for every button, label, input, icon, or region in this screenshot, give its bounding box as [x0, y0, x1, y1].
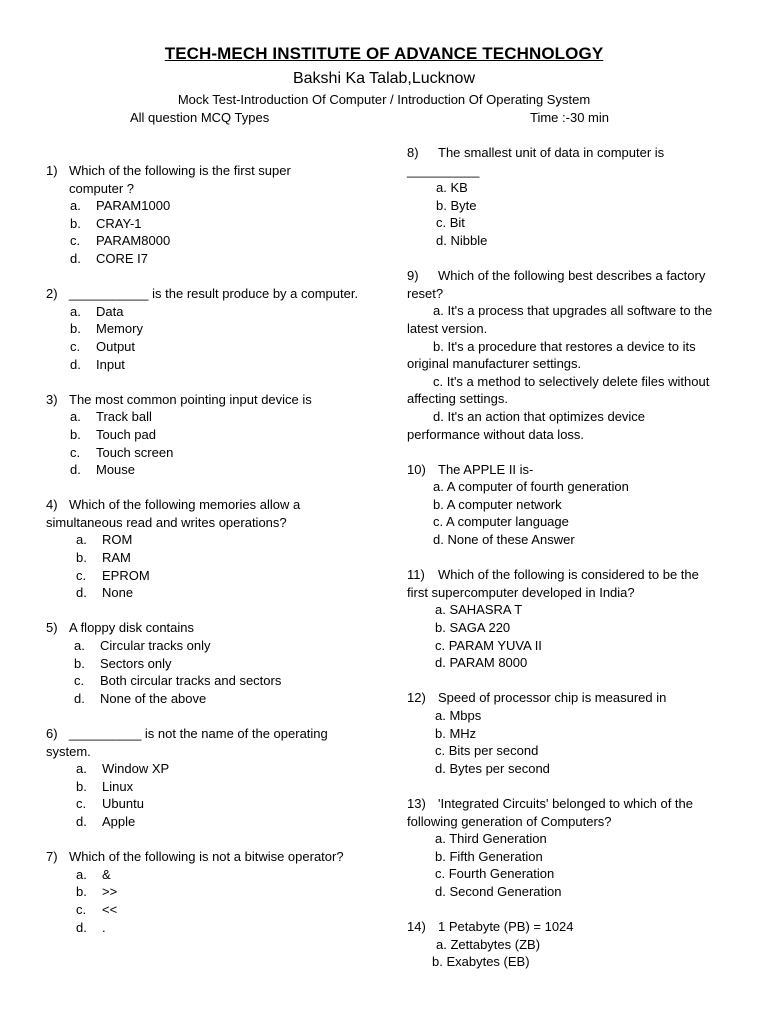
- option-a: [46, 760, 366, 778]
- option-letter: d.: [76, 585, 87, 601]
- question-text-cont: __________: [407, 162, 480, 178]
- option-text: b. Exabytes (EB): [432, 954, 530, 970]
- option-text: >>: [102, 884, 118, 900]
- question-text-line: 1 Petabyte (PB) = 1024: [438, 919, 574, 935]
- option-text-cont: original manufacturer settings.: [407, 356, 582, 372]
- left-question-column: [46, 162, 366, 954]
- option-d: [407, 760, 729, 778]
- option-text: Output: [96, 338, 136, 354]
- option-letter: d.: [70, 250, 81, 266]
- question-number: 9): [407, 268, 419, 284]
- question-number: 2): [46, 286, 58, 302]
- question-number: 4): [46, 497, 58, 513]
- question-text-line: __________ is not the name of the operating: [69, 726, 328, 741]
- option-b: [46, 655, 366, 673]
- question-text-cont: simultaneous read and writes operations?: [46, 514, 287, 530]
- option-a: [46, 866, 366, 884]
- option-letter: a.: [76, 761, 87, 777]
- option-text: a. A computer of fourth generation: [433, 479, 629, 495]
- option-text: c. It's a method to selectively delete files without: [433, 373, 710, 389]
- option-c: [407, 742, 729, 760]
- option-b: [46, 426, 366, 444]
- option-letter: d.: [76, 813, 87, 829]
- question-text: [46, 848, 366, 866]
- option-a: [407, 936, 729, 954]
- question-13: [407, 795, 729, 901]
- option-c: [46, 232, 366, 250]
- option-letter: a.: [76, 532, 87, 548]
- question-text: [46, 496, 366, 514]
- option-letter: b.: [76, 550, 87, 566]
- option-a: [407, 830, 729, 848]
- question-text-line: Which of the following is considered to be the: [438, 567, 699, 583]
- option-b: [46, 549, 366, 567]
- option-text: b. SAGA 220: [435, 620, 511, 636]
- question-text-line: ___________ is the result produce by a computer.: [69, 286, 359, 302]
- option-text: Sectors only: [100, 655, 172, 671]
- question-number: 7): [46, 849, 58, 865]
- option-text: c. Fourth Generation: [435, 866, 555, 882]
- option-c: [46, 444, 366, 462]
- question-number: 12): [407, 690, 426, 706]
- option-text: Circular tracks only: [100, 638, 211, 654]
- option-text-cont: latest version.: [407, 320, 488, 336]
- option-text: d. Bytes per second: [435, 760, 550, 776]
- option-text: d. Second Generation: [435, 883, 562, 899]
- question-text: [46, 725, 366, 743]
- question-6: [46, 725, 366, 831]
- option-a: [46, 637, 366, 655]
- test-time: Time :-30 min: [530, 110, 609, 125]
- option-letter: a.: [70, 198, 81, 214]
- option-text: Touch screen: [96, 444, 174, 460]
- question-number: 8): [407, 145, 419, 160]
- option-b: [407, 496, 729, 514]
- option-text: Apple: [102, 813, 136, 829]
- question-number: 1): [46, 163, 58, 178]
- option-b: [46, 215, 366, 233]
- option-letter: b.: [76, 884, 87, 900]
- question-text-line: Which of the following is the first super: [69, 163, 291, 178]
- option-c: [407, 373, 729, 391]
- option-d: [407, 408, 729, 426]
- question-text: [46, 285, 366, 303]
- option-a: [46, 408, 366, 426]
- option-text: Track ball: [96, 409, 152, 425]
- option-d: [46, 356, 366, 374]
- option-b: [46, 320, 366, 338]
- question-text: [46, 162, 366, 180]
- option-text: EPROM: [102, 567, 150, 583]
- option-c: [407, 865, 729, 883]
- option-c: [46, 795, 366, 813]
- institute-title: TECH-MECH INSTITUTE OF ADVANCE TECHNOLOGY: [164, 44, 604, 63]
- question-12: [407, 689, 729, 777]
- option-text: d. Nibble: [436, 232, 488, 248]
- question-text-cont: following generation of Computers?: [407, 813, 612, 829]
- question-text-line: Speed of processor chip is measured in: [438, 690, 667, 706]
- option-text: None: [102, 585, 134, 601]
- option-text-cont: performance without data loss.: [407, 426, 585, 442]
- option-text: Mouse: [96, 462, 136, 478]
- question-number: 13): [407, 795, 426, 811]
- option-b: [46, 883, 366, 901]
- option-text: d. None of these Answer: [433, 532, 575, 548]
- question-5: [46, 619, 366, 707]
- option-letter: c.: [70, 444, 81, 460]
- option-text: PARAM1000: [96, 198, 171, 214]
- option-text: b. MHz: [435, 725, 477, 741]
- option-d: [46, 584, 366, 602]
- option-b: [407, 338, 729, 356]
- option-text: Memory: [96, 321, 143, 337]
- question-text: [407, 566, 729, 584]
- option-b: [407, 197, 729, 215]
- option-c: [46, 672, 366, 690]
- option-letter: b.: [70, 215, 81, 231]
- option-c: [407, 214, 729, 232]
- option-text: Ubuntu: [102, 796, 144, 812]
- option-text: b. It's a procedure that restores a device to its: [433, 338, 696, 354]
- option-letter: a.: [70, 303, 81, 319]
- question-8: [407, 144, 729, 250]
- option-text: Both circular tracks and sectors: [100, 673, 282, 689]
- option-text: d. PARAM 8000: [435, 655, 528, 671]
- question-number: 14): [407, 919, 426, 935]
- option-text: a. KB: [436, 180, 468, 196]
- option-a: [407, 302, 729, 320]
- option-c: [46, 901, 366, 919]
- question-text-cont: system.: [46, 743, 91, 759]
- option-d: [46, 690, 366, 708]
- option-d: [46, 250, 366, 268]
- option-d: [407, 883, 729, 901]
- question-text-line: The APPLE II is-: [438, 461, 534, 477]
- option-text: b. A computer network: [433, 496, 562, 512]
- option-text: b. Byte: [436, 197, 477, 213]
- option-letter: c.: [74, 673, 85, 689]
- question-4: [46, 496, 366, 602]
- option-text: ROM: [102, 532, 133, 548]
- option-b: [407, 848, 729, 866]
- option-c: [46, 567, 366, 585]
- option-text: Data: [96, 303, 124, 319]
- option-text: b. Fifth Generation: [435, 848, 543, 864]
- option-text: None of the above: [100, 690, 207, 706]
- question-11: [407, 566, 729, 672]
- question-text-line: Which of the following is not a bitwise operator?: [69, 849, 344, 865]
- option-text: a. It's a process that upgrades all software to the: [433, 303, 713, 319]
- option-d: [407, 531, 729, 549]
- option-b: [46, 778, 366, 796]
- option-text: Input: [96, 356, 125, 372]
- question-14: [407, 918, 729, 971]
- question-text: [407, 795, 729, 813]
- option-d: [46, 919, 366, 937]
- question-number: 5): [46, 620, 58, 636]
- option-letter: c.: [70, 338, 81, 354]
- option-text: .: [102, 919, 106, 935]
- option-letter: a.: [70, 409, 81, 425]
- option-a: [407, 707, 729, 725]
- question-text: [46, 391, 366, 409]
- institute-address: Bakshi Ka Talab,Lucknow: [292, 70, 476, 87]
- option-d: [46, 461, 366, 479]
- option-letter: b.: [70, 426, 81, 442]
- question-text-line: Which of the following memories allow a: [69, 497, 301, 513]
- option-text: &: [102, 866, 111, 882]
- option-letter: d.: [70, 356, 81, 372]
- option-d: [407, 232, 729, 250]
- option-text: c. Bit: [436, 215, 465, 231]
- option-c: [407, 513, 729, 531]
- option-letter: c.: [76, 796, 87, 812]
- question-text: [407, 918, 729, 936]
- question-7: [46, 848, 366, 936]
- option-text-cont: affecting settings.: [407, 391, 508, 407]
- option-text: d. It's an action that optimizes device: [433, 408, 646, 424]
- option-letter: b.: [70, 321, 81, 337]
- question-type: All question MCQ Types: [130, 110, 270, 125]
- question-10: [407, 461, 729, 549]
- question-text: [407, 461, 729, 479]
- option-letter: d.: [70, 462, 81, 478]
- question-text-line: The most common pointing input device is: [69, 391, 312, 407]
- question-3: [46, 391, 366, 479]
- option-letter: c.: [76, 567, 87, 583]
- option-letter: b.: [76, 778, 87, 794]
- option-d: [46, 813, 366, 831]
- question-2: [46, 285, 366, 373]
- question-text-line: Which of the following best describes a factory: [438, 268, 706, 284]
- option-text: <<: [102, 901, 118, 917]
- option-b: [407, 619, 729, 637]
- option-a: [46, 303, 366, 321]
- option-letter: a.: [74, 638, 85, 654]
- question-number: 10): [407, 461, 426, 477]
- option-text: a. Mbps: [435, 708, 482, 723]
- question-text-line: The smallest unit of data in computer is: [438, 145, 665, 160]
- question-1: [46, 162, 366, 268]
- option-b: [407, 953, 729, 971]
- test-subject: Mock Test-Introduction Of Computer / Introduction Of Operating System: [177, 92, 591, 107]
- right-question-column: [407, 144, 729, 989]
- option-text: c. PARAM YUVA II: [435, 637, 542, 653]
- option-text: PARAM8000: [96, 233, 171, 249]
- option-a: [46, 197, 366, 215]
- option-letter: c.: [70, 233, 81, 249]
- option-a: [46, 531, 366, 549]
- option-text: Window XP: [102, 761, 170, 777]
- option-letter: b.: [74, 655, 85, 671]
- option-text: a. SAHASRA T: [435, 602, 523, 618]
- question-text-cont: computer ?: [69, 180, 135, 196]
- option-text: Touch pad: [96, 426, 156, 442]
- question-number: 11): [407, 567, 425, 583]
- question-text-cont: first supercomputer developed in India?: [407, 584, 635, 600]
- question-text: [407, 144, 729, 162]
- question-number: 6): [46, 726, 58, 741]
- option-text: CRAY-1: [96, 215, 142, 231]
- question-text-line: A floppy disk contains: [69, 620, 195, 636]
- option-a: [407, 601, 729, 619]
- question-text-line: 'Integrated Circuits' belonged to which of the: [438, 795, 694, 811]
- option-text: RAM: [102, 550, 131, 566]
- option-text: Linux: [102, 778, 134, 794]
- question-9: [407, 267, 729, 443]
- option-a: [407, 179, 729, 197]
- option-letter: d.: [76, 919, 87, 935]
- question-text: [46, 619, 366, 637]
- question-number: 3): [46, 391, 58, 407]
- option-letter: d.: [74, 690, 85, 706]
- option-text: a. Third Generation: [435, 831, 547, 847]
- question-text: [407, 267, 729, 285]
- option-letter: a.: [76, 866, 87, 882]
- question-text-cont: reset?: [407, 285, 444, 301]
- option-text: c. Bits per second: [435, 743, 539, 759]
- option-c: [407, 637, 729, 655]
- option-d: [407, 654, 729, 672]
- option-a: [407, 478, 729, 496]
- option-text: c. A computer language: [433, 514, 569, 530]
- option-text: a. Zettabytes (ZB): [436, 936, 541, 952]
- option-c: [46, 338, 366, 356]
- question-text: [407, 689, 729, 707]
- option-text: CORE I7: [96, 250, 149, 266]
- option-letter: c.: [76, 901, 87, 917]
- option-b: [407, 725, 729, 743]
